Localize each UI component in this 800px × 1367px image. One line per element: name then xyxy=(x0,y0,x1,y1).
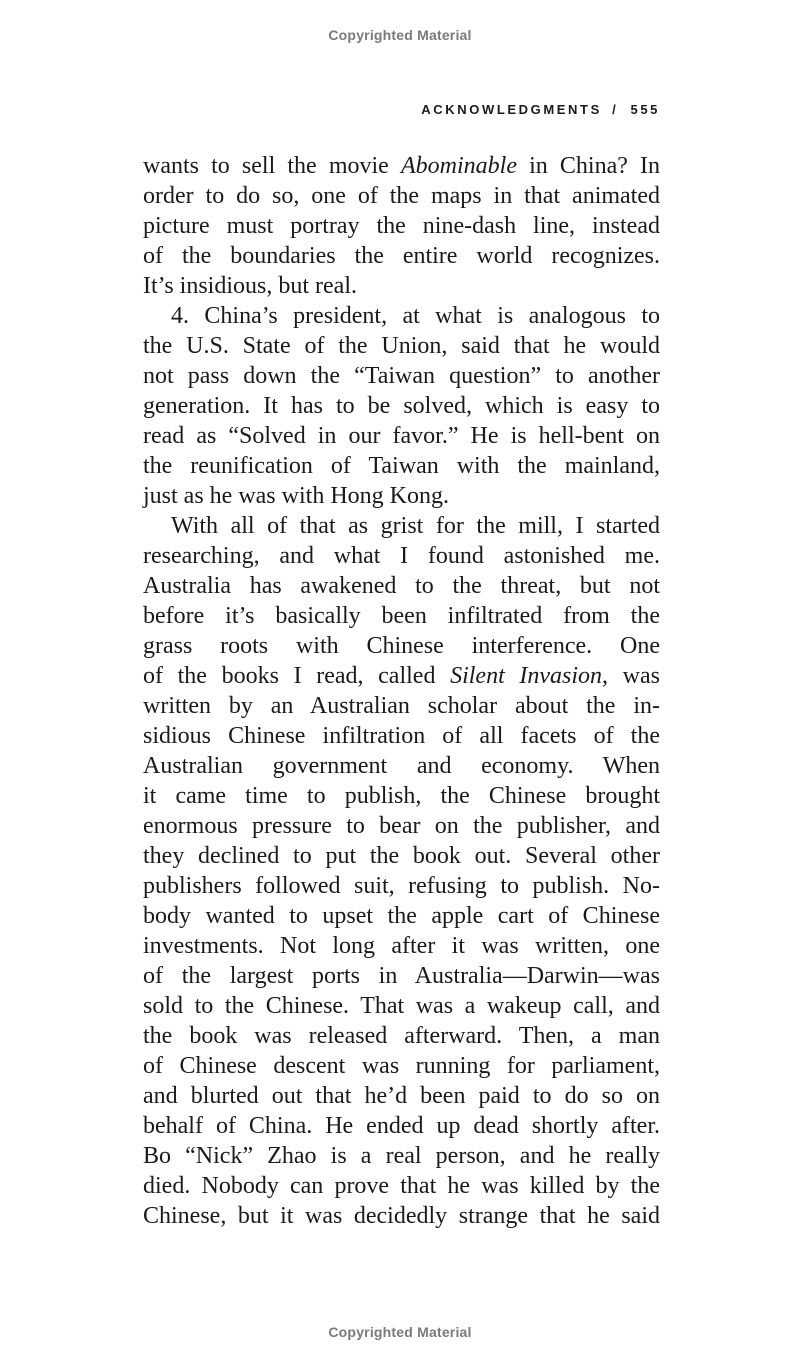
page-body-text xyxy=(143,151,660,1231)
text-line: died. Nobody can prove that he was killed by the xyxy=(143,1173,660,1199)
text-line: grass roots with Chinese interference. One xyxy=(143,633,660,659)
text-line: not pass down the “Taiwan question” to another xyxy=(143,363,660,389)
text-line: enormous pressure to bear on the publisher, and xyxy=(143,813,660,839)
text-line: written by an Australian scholar about the in- xyxy=(143,693,660,719)
text-line: Chinese, but it was decidedly strange that he said xyxy=(143,1203,660,1229)
running-head xyxy=(421,102,660,117)
text-line: Bo “Nick” Zhao is a real person, and he really xyxy=(143,1143,660,1169)
copyright-watermark-top: Copyrighted Material xyxy=(328,27,472,43)
text-line: order to do so, one of the maps in that animated xyxy=(143,183,660,209)
text-line: publishers followed suit, refusing to publish. No- xyxy=(143,873,660,899)
copyright-watermark-bottom: Copyrighted Material xyxy=(328,1324,472,1340)
text-line: just as he was with Hong Kong. xyxy=(143,483,449,509)
text-line: and blurted out that he’d been paid to do so on xyxy=(143,1083,660,1109)
text-line: read as “Solved in our favor.” He is hell-bent on xyxy=(143,423,660,449)
text-line: researching, and what I found astonished me. xyxy=(143,543,660,569)
text-line: before it’s basically been infiltrated from the xyxy=(143,603,660,629)
book-title: Silent Invasion xyxy=(450,663,603,689)
text-line: of the largest ports in Australia—Darwin—was xyxy=(143,963,660,989)
text-line: Australia has awakened to the threat, but not xyxy=(143,573,660,599)
text-line: wants to sell the movie Abominable in China? In xyxy=(143,153,661,179)
text-line: of Chinese descent was running for parliament, xyxy=(143,1053,660,1079)
text-line: body wanted to upset the apple cart of Chinese xyxy=(143,903,660,929)
text-line: sidious Chinese infiltration of all facets of the xyxy=(143,723,660,749)
text-line: picture must portray the nine-dash line, instead xyxy=(143,213,660,239)
section-title: ACKNOWLEDGMENTS xyxy=(421,102,602,117)
text-line: 4. China’s president, at what is analogous to xyxy=(171,303,660,329)
text-line: behalf of China. He ended up dead shortly after. xyxy=(143,1113,660,1139)
text-line: It’s insidious, but real. xyxy=(143,273,357,299)
text-line: they declined to put the book out. Several other xyxy=(143,843,660,869)
text-line: With all of that as grist for the mill, I started xyxy=(171,513,660,539)
text-line: the book was released afterward. Then, a man xyxy=(143,1023,660,1049)
text-line: the U.S. State of the Union, said that he would xyxy=(143,333,660,359)
text-line: sold to the Chinese. That was a wakeup call, and xyxy=(143,993,660,1019)
text-line: Australian government and economy. When xyxy=(143,753,660,779)
text-line: of the books I read, called Silent Invasion, was xyxy=(143,663,660,689)
text-line: investments. Not long after it was written, one xyxy=(143,933,660,959)
page-number: 555 xyxy=(630,102,660,117)
separator: / xyxy=(612,102,619,117)
text-line: it came time to publish, the Chinese brought xyxy=(143,783,660,809)
movie-title: Abominable xyxy=(400,153,517,179)
text-line: generation. It has to be solved, which is easy to xyxy=(143,393,660,419)
text-line: of the boundaries the entire world recognizes. xyxy=(143,243,660,269)
text-line: the reunification of Taiwan with the mainland, xyxy=(143,453,660,479)
